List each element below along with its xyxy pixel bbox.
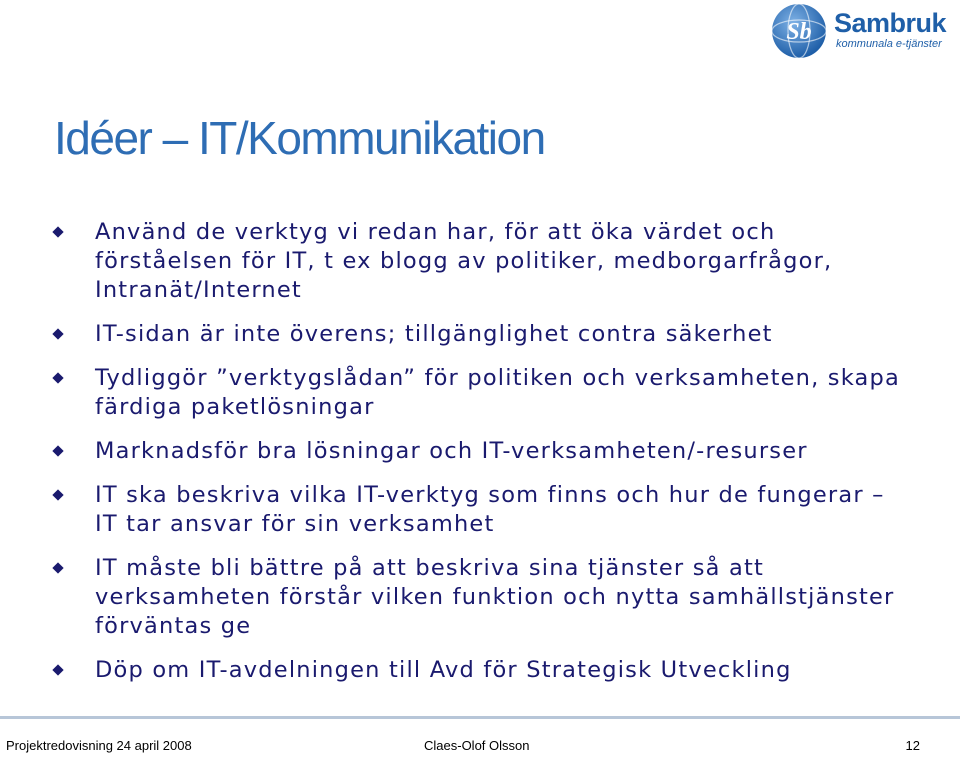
bullet-line: Marknadsför bra lösningar och IT-verksamheten/-resurser — [95, 438, 808, 464]
bullet-item — [52, 320, 958, 349]
bullet-line: IT måste bli bättre på att beskriva sina tjänster så att — [95, 555, 764, 581]
diamond-bullet-icon — [52, 664, 63, 675]
bullet-line: verksamheten förstår vilken funktion och nytta samhällstjänster — [95, 584, 895, 610]
logo-tagline: kommunala e-tjänster — [836, 38, 942, 50]
bullet-line: IT tar ansvar för sin verksamhet — [95, 511, 495, 537]
bullet-line: färdiga paketlösningar — [95, 394, 375, 420]
bullet-list — [52, 218, 958, 685]
bullet-item — [52, 481, 958, 539]
diamond-bullet-icon — [52, 445, 63, 456]
slide-title: Idéer – IT/Kommunikation — [54, 112, 545, 164]
bullet-line: Intranät/Internet — [95, 277, 302, 303]
diamond-bullet-icon — [52, 562, 63, 573]
bullet-item — [52, 364, 958, 422]
bullet-line: Döp om IT-avdelningen till Avd för Strategisk Utveckling — [95, 657, 792, 683]
diamond-bullet-icon — [52, 328, 63, 339]
logo-emblem-letters: Sb — [786, 19, 812, 45]
bullet-line: Tydliggör ”verktygslådan” för politiken och verksamheten, skapa — [95, 365, 901, 391]
diamond-bullet-icon — [52, 226, 63, 237]
bullet-line: förståelsen för IT, t ex blogg av politiker, medborgarfrågor, — [95, 248, 833, 274]
sambruk-logo-graphic — [770, 2, 956, 60]
bullet-line: IT-sidan är inte överens; tillgänglighet contra säkerhet — [95, 321, 773, 347]
footer-divider — [0, 716, 960, 719]
bullet-line: IT ska beskriva vilka IT-verktyg som finns och hur de fungerar – — [95, 482, 885, 508]
diamond-bullet-icon — [52, 489, 63, 500]
bullet-line: förväntas ge — [95, 613, 252, 639]
footer-page-number: 12 — [905, 738, 920, 753]
bullet-line: Använd de verktyg vi redan har, för att öka värdet och — [95, 219, 776, 245]
bullet-item — [52, 437, 958, 466]
footer-author: Claes-Olof Olsson — [424, 738, 530, 753]
bullet-item — [52, 656, 958, 685]
footer-presentation-date: Projektredovisning 24 april 2008 — [6, 738, 192, 753]
bullet-item — [52, 218, 958, 305]
sambruk-logo — [770, 2, 956, 60]
diamond-bullet-icon — [52, 372, 63, 383]
logo-name: Sambruk — [834, 8, 947, 38]
bullet-item — [52, 554, 958, 641]
